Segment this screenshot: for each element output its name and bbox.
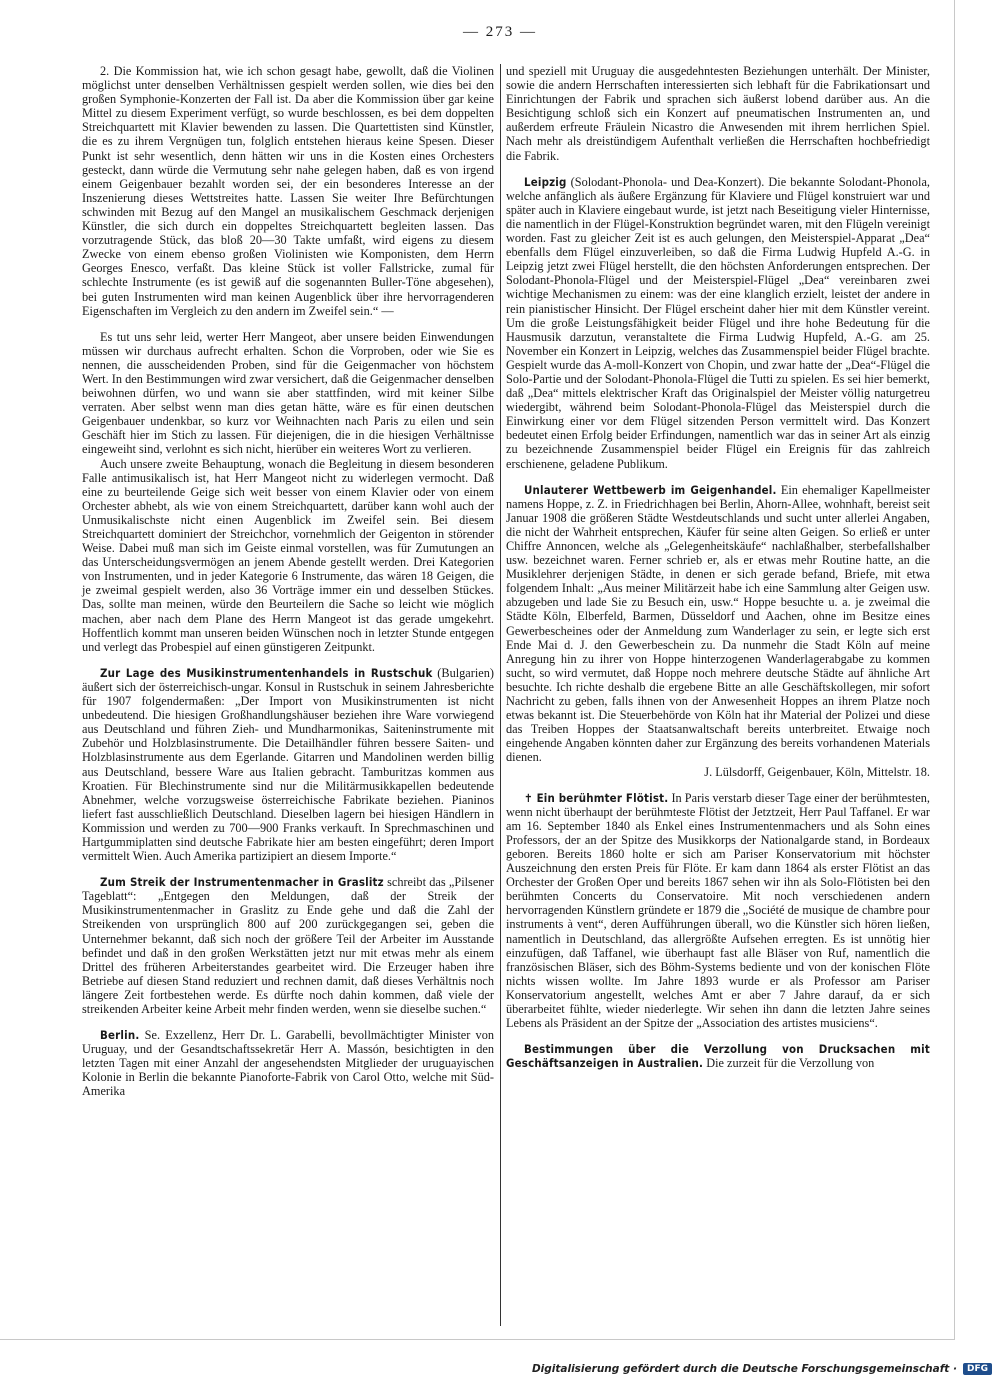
article-heading: Zur Lage des Musikinstrumentenhandels in Rustschuk xyxy=(100,665,433,680)
article-heading: Zum Streik der Instrumentenmacher in Graslitz xyxy=(100,875,384,890)
right-column xyxy=(506,64,930,1070)
article-rustschuk: Zur Lage des Musikinstrumentenhandels in Rustschuk (Bulgarien) äußert sich der österreichisch-ungar. Konsul in Rustschuk in seinem Jahresberichte für 1907 folgendermaßen: „Der Import von Musikinstrumenten ist nicht unbedeutend. Die hiesigen Großhandlungshäuser beziehen ihre Ware vorwiegend aus Deutschland und führen Zieh- und Mundharmonikas, Saiteninstrumente mit Zubehör und Holzblasinstrumente. Die Detailhändler führen bessere Saiten- und Holzblasinstrumente aus dem Egerlande. Gitarren und Mandolinen werden billig aus Deutschland, bessere Ware aus Italien gebracht. Tamburitzas kommen aus Kroatien. Für Blechinstrumente sind nur die Militärmusikkapellen bedeutende Abnehmer, welche vorzugsweise österreichische Fabrikate beziehen. Pianinos liefert fast ausschließlich Deutschland. Dieselben lagern bei hiesigen Händlern in Kommission und werden zu 700—900 Franks verkauft. In Sprechmaschinen und Hartgummiplatten sind deutsche Fabrikate hier am besten eingeführt; deren Import vermittelt Wien. Auch Amerika partizipiert an diesem Importe.“ xyxy=(82,665,494,864)
footer-credit: Digitalisierung gefördert durch die Deutsche Forschungsgemeinschaft · xyxy=(531,1363,957,1375)
article-customs-australia: Bestimmungen über die Verzollung von Drucksachen mit Geschäftsanzeigen in Australien. Die zurzeit für die Verzollung von xyxy=(506,1042,930,1071)
article-graslitz-strike: Zum Streik der Instrumentenmacher in Graslitz schreibt das „Pilsener Tageblatt“: „Entgegen den Meldungen, daß der Streik der Musikinstrumentenmacher in Graslitz zu Ende gehe und daß die Zahl der Streikenden von ursprünglich 800 auf 200 zurückgegangen sei, geben die Unternehmer bekannt, daß sich noch der größere Teil der Arbeiter im Ausstande befindet und daß in den großen Werkstätten jetzt nur mit etwas mehr als einem Drittel des früheren Arbeiterstandes gearbeitet wird. Die Erzeuger haben ihre Betriebe auf diesen Stand reduziert und rechnen damit, daß dieses Verhältnis noch längere Zeit fortbestehen werde. Es dürfte noch dahin kommen, daß viele der streikenden Arbeiter keine Arbeit mehr finden werden, wenn sie dieselbe suchen.“ xyxy=(82,875,494,1016)
article-berlin: Berlin. Se. Exzellenz, Herr Dr. L. Garabelli, bevollmächtigter Minister von Uruguay, und der Gesandtschaftssekretär Herr A. Massón, besichtigten in den letzten Tagen mit einer Anzahl der angesehendsten Mitglieder der uruguayischen Kolonie in Berlin die bekannte Pianoforte-Fabrik von Carol Otto, welche mit Süd-Amerika xyxy=(82,1028,494,1099)
paragraph-commission-violins: 2. Die Kommission hat, wie ich schon gesagt habe, gewollt, daß die Violinen möglichst unter denselben Verhältnissen gespielt werden sollen, wie dies bei den großen Symphonie-Konzerten der Fall ist. Da aber die Kommission über gar keine Mittel zu diesem Experiment verfügt, so wurde beschlossen, es bei dem doppelten Streichquartett mit Klavier bewenden zu lassen. Die Quartettisten sind Künstler, die es zu ihrem Vergnügen tun, folglich entstehen hieraus keine Spesen. Dieser Punkt ist sehr wesentlich, denn hätten wir uns in die Kosten eines Orchesters gesteckt, dann würde die Vermutung sehr nahe gelegen haben, daß es von irgend einem Geigenbauer bezahlt worden sei, der ein besonderes Interesse an der Inszenierung dieses Wettstreites hatte. Lassen Sie weiter Ihre Befürchtungen schwinden mit Bezug auf den Mangel an musikalischem Geschmack derjenigen Künstler, die sich durch ein doppeltes Streichquartett begleiten lassen. Das vorzutragende Stück, das bloß 20—30 Takte umfaßt, wird eigens zu diesem Zwecke von einem ebenso großen Violinisten wie Komponisten, dem Herrn Georges Enesco, verfaßt. Das kleine Stück ist voller Fallstricke, zumal für schlechte Instrumente (es ist gewiß auf die sogenannten Buller-Töne abgesehen), bei guten Instrumenten wird man keinen Augenblick über ihre hervorragenderen Eigenschaften im Vergleich zu den andern im Zweifel sein.“ — xyxy=(82,64,494,318)
signature-line: J. Lülsdorff, Geigenbauer, Köln, Mittelstr. 18. xyxy=(704,764,930,779)
footer xyxy=(532,1363,992,1375)
dfg-logo: DFG xyxy=(963,1363,992,1375)
article-heading: Leipzig xyxy=(524,174,567,189)
paragraph-berlin-continued: und speziell mit Uruguay die ausgedehntesten Beziehungen unterhält. Der Minister, sowie die andern Herrschaften interessierten sich lebhaft für die Fabrikationsart und Einrichtungen der Fabrik und sprachen sich äußerst lobend darüber aus. An die Besichtigung schloß sich ein Konzert auf pneumatischen Instrumenten an, und außerdem erfreute Fräulein Nicastro die Anwesenden mit ihrem herrlichen Spiel. Nach mehr als dreistündigem Aufenthalt verließen die Herrschaften hochbefriedigt die Fabrik. xyxy=(506,64,930,163)
article-heading: Bestimmungen über die Verzollung von Drucksachen mit Geschäftsanzeigen in Australien. xyxy=(506,1042,930,1071)
paragraph-second-claim: Auch unsere zweite Behauptung, wonach die Begleitung in diesem besonderen Falle antimusikalisch ist, hat Herr Mangeot nicht zu widerlegen vermocht. Daß eine zu beurteilende Geige sich weit besser von einem Klavier oder von einem Orchester abhebt, als wie von einem Streichquartett, darüber kann wohl auch der Unmusikalischste nicht einen Augenblick im Zweifel sein. Bei diesem Streichquartett dominiert der Streichchor, vornehmlich der Geigenton in störender Weise. Dabei muß man sich im Geiste einmal vorstellen, was für Zumutungen an das Unterscheidungsvermögen an jenem Abende gestellt werden. Drei Kategorien von Instrumenten, und in jeder Kategorie 6 Instrumente, das wären 18 Geigen, die je zweimal gespielt werden, also 36 Vorträge immer ein und desselben Stückes. Das, sollte man meinen, würde den Beurteilern die Sache so leicht wie möglich machen, aber nach dem Plane des Herrn Mangeot ist das gerade umgekehrt. Hoffentlich kommt man unseren beiden Wünschen noch in letzter Stunde entgegen und verlegt das Probespiel auf einen günstigeren Zeitpunkt. xyxy=(82,456,494,654)
article-famous-flutist: ✝ Ein berühmter Flötist. In Paris verstarb dieser Tage einer der berühmtesten, wenn nicht überhaupt der berühmteste Flötist der Jetztzeit, Herr Paul Taffanel. Er war am 16. September 1840 als Enkel eines Instrumentenmachers und als Sohn eines Professors, der an der Spitze des Musikkorps der Nationalgarde stand, in Bordeaux geboren. Bereits 1860 holte er sich am Pariser Konservatorium mit höchster Auszeichnung den ersten Preis für Flöte. Er kam dann 1864 als erster Flötist an das Orchester der Großen Oper und bereits 1867 sehen wir ihn als Solo-Flötisten bei den berühmten Concerts du Conservatoire. Mit noch verschiedenen andern hervorragenden Künstlern gründete er 1879 die „Société de musique de chambre pour instruments à vent“, deren Aufführungen überall, wo die Künstler sich hören ließen, namentlich in Deutschland, das allergrößte Aufsehen erregten. Es ist unnötig hier einzufügen, daß Taffanel, wie überhaupt fast alle Bläser von Ruf, namentlich die französischen Bläser, sich des Böhm-Systems bediente und von der konischen Flöte nichts wissen wollte. Im Jahre 1893 wurde er als Professor am Pariser Konservatorium angestellt, welches Amt er aber 7 Jahre darauf, da er sich überarbeitet fühlte, wieder niederlegte. Wir sehen ihn dann die letzten Jahre seines Lebens als Präsident an der Spitze der „Association des artistes musiciens“. xyxy=(506,790,930,1031)
left-column xyxy=(82,64,494,1099)
article-heading: ✝ Ein berühmter Flötist. xyxy=(524,790,669,805)
paragraph-objections: Es tut uns sehr leid, werter Herr Mangeot, aber unsere beiden Einwendungen müssen wir durchaus aufrecht erhalten. Schon die Vorproben, oder wie Sie es nennen, die ausscheidenden Proben, sind für die Geigenmacher von höchstem Wert. In den Bestimmungen wird zwar versichert, daß die Geigenmacher denselben beiwohnen dürfen, wo und wann sie aber stattfinden, wird mit keiner Silbe verraten. Aber selbst wenn man dies getan hätte, wäre es für einen deutschen Geigenbauer undenkbar, so kurz vor Weihnachten nach Paris zu eilen und sein Geschäft hier im Stich zu lassen. Für diejenigen, die in die hiesigen Verhältnisse eingeweiht sind, verlohnt es sich nicht, hierüber ein weiteres Wort zu verlieren. xyxy=(82,329,494,457)
article-unfair-competition: Unlauterer Wettbewerb im Geigenhandel. Ein ehemaliger Kapellmeister namens Hoppe, z. Z. in Friedrichhagen bei Berlin, Ahorn-Allee, wohnhaft, bereist seit Januar 1908 die größeren Städte Westdeutschlands und sucht unter allerlei Angaben, die nicht der Wahrheit entsprechen, Käufer für seine alten Geigen. So erließ er unter Chiffre Annoncen, welche als „Gelegenheitskäufe“ nachlaßhalber, sterbefallshalber usw. bezeichnet waren. Ferner schrieb er, als er etwas mehr Routine hatte, an die Musiklehrer derjenigen Städte, in denen er sich gerade befand, Briefe, mit etwa folgendem Inhalt: „Aus meiner Militärzeit habe ich eine Sammlung alter Geigen usw. abzugeben und lade Sie zu Besuch ein, usw.“ Hoppe besuchte u. a. je zweimal die Städte Köln, Elberfeld, Barmen, Düsseldorf und Aachen, ohne im Besitze eines Gewerbescheines oder der Anmeldung zum Wanderlager zu sein, er legte sich erst Ende Mai d. J. den Gewerbeschein zu. Da nunmehr die Stadt Köln auf meine Anregung hin zu ihrer von Hoppe hinterzogenen Wanderlagerabgabe zu kommen sucht, so wird vermutet, daß Hoppe noch mehrere deutsche Städte auf ähnliche Art besuchte. Ich richte deshalb die ergebene Bitte an alle Geschäftskollegen, mir sofort Nachricht zu geben, falls ihnen von der Anwesenheit Hoppes an ihrem Platze noch etwas bekannt ist. Die Steuerbehörde von Köln hat ihr Material der Polizei und diese das Treiben Hoppes der Staatsanwaltschaft bereits unterbreitet. Etwaige noch eingehende Angaben könnten daher zur Ergänzung des bereits vorhandenen Materials dienen. xyxy=(506,482,930,765)
column-divider xyxy=(500,64,501,1326)
article-leipzig: Leipzig (Solodant-Phonola- und Dea-Konzert). Die bekannte Solodant-Phonola, welche anfänglich als äußere Ergänzung für Klaviere und Flügel konstruiert war und später auch in Klaviere eingebaut wurde, ist jetzt nach Beseitigung vieler Hinternisse, die namentlich in der Flügel-Konstruktion begründet waren, mit den Flügeln vereinigt worden. Fast zu gleicher Zeit ist es auch gelungen, den Meisterspiel-Apparat „Dea“ ebenfalls dem Flügel einzuverleiben, so daß die Firma Ludwig Hupfeld A.-G. in Leipzig jetzt zwei Flügel herstellt, die den höchsten Anforderungen entsprechen. Der Solodant-Phonola-Flügel und der Meisterspiel-Flügel „Dea“ vereinbaren zwei wichtige Mechanismen zu einem: was der eine klanglich erzielt, leistet der andere in rein pianistischer Hinsicht. Der Flügel erscheint daher hier mit dem Künstler vereint. Um die große Leistungsfähigkeit beider Flügel und ihre hohe Bedeutung für die Hausmusik darzutun, veranstaltete die Firma Ludwig Hupfeld, A.-G. am 25. November ein Konzert in Leipzig, welches das Zusammenspiel beider Flügel brachte. Gespielt wurde das A-moll-Konzert von Chopin, und zwar hatte der „Dea“-Flügel die Solo-Partie und der Solodant-Phonola-Flügel die Tutti zu spielen. Es sei hier bemerkt, daß „Dea“ mittels elektrischer Kraft das Originalspiel der Meister völlig naturgetreu wiedergibt, während beim Solodant-Phonola-Flügel das Meisterspiel durch die Einwirkung einer vor dem Flügel sitzenden Person vermittelt wird. Das Konzert bedeutet einen Erfolg beider Erfindungen, namentlich war das in seiner Art als einzig zu bezeichnende Zusammenspiel beider Flügel ein Ereignis für das zahlreich erschienene, geladene Publikum. xyxy=(506,174,930,471)
page-number: — 273 — xyxy=(463,24,537,40)
article-heading: Berlin. xyxy=(100,1028,140,1043)
article-heading: Unlauterer Wettbewerb im Geigenhandel. xyxy=(524,482,777,497)
